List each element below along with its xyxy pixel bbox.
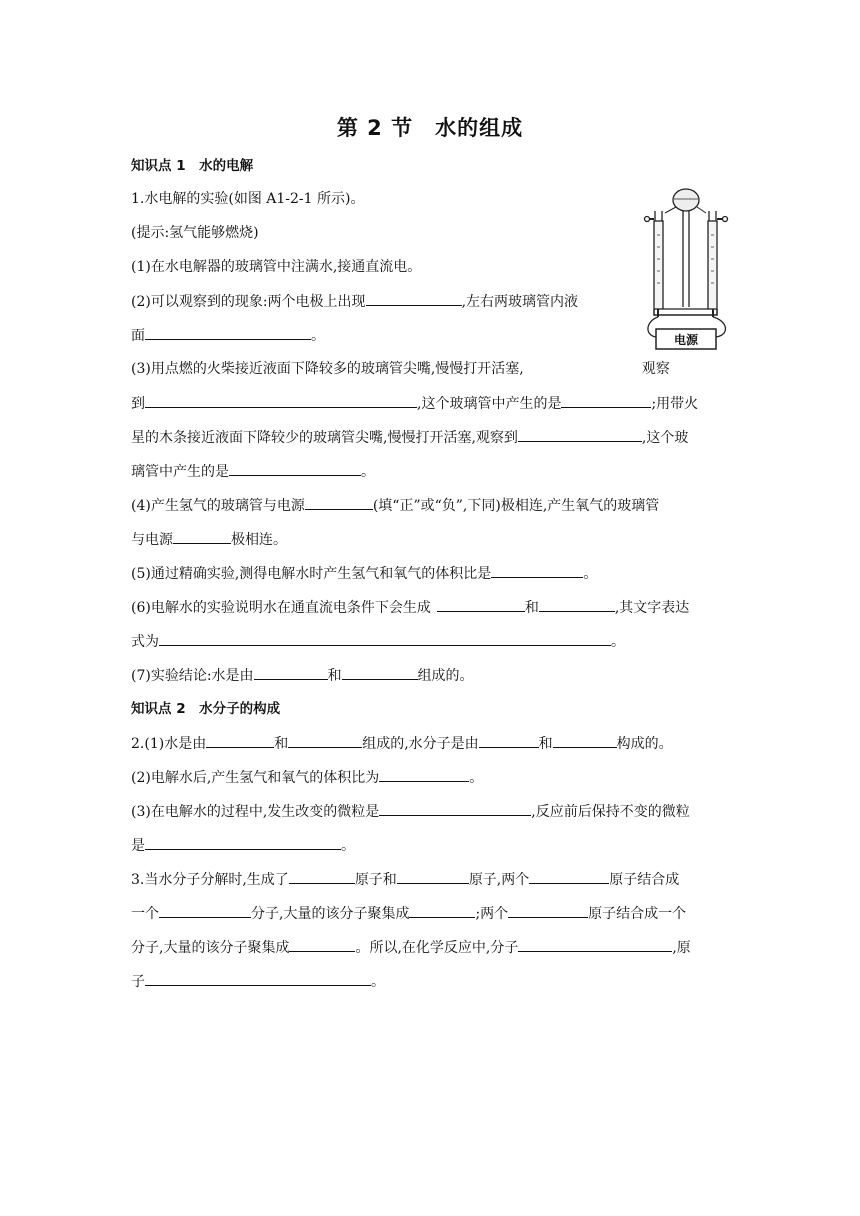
blank-q3-5[interactable] [409, 902, 475, 918]
q1-step2-line1: (2)可以观察到的现象:两个电极上出现 ,左右两玻璃管内液 [131, 290, 578, 313]
blank-q3-1[interactable] [289, 868, 355, 884]
blank-liquid-level[interactable] [145, 324, 311, 340]
section-heading-1: 知识点 1 水的电解 [131, 158, 254, 174]
q1-intro: 1.水电解的实验(如图 A1-2-1 所示)。 [131, 191, 365, 207]
blank-q3-8[interactable] [518, 936, 672, 952]
blank-product-1[interactable] [437, 596, 525, 612]
q2-line1: 2.(1)水是由 和 组成的,水分子是由 和 构成的。 [131, 732, 673, 755]
blank-q2-changed-particle[interactable] [379, 800, 531, 816]
blank-q2-3[interactable] [479, 732, 539, 748]
blank-q3-3[interactable] [529, 868, 609, 884]
blank-q3-7[interactable] [289, 936, 355, 952]
power-source-label: 电源 [673, 333, 699, 347]
q3-line2: 一个 分子,大量的该分子聚集成 ;两个 原子结合成一个 [131, 902, 686, 925]
blank-q2-1[interactable] [206, 732, 274, 748]
blank-q3-9[interactable] [145, 970, 371, 986]
q1-step3-line2: 到 ,这个玻璃管中产生的是 ;用带火 [131, 392, 698, 415]
blank-gas-1[interactable] [561, 392, 651, 408]
blank-observation-2[interactable] [518, 426, 642, 442]
blank-q2-ratio[interactable] [379, 766, 469, 782]
blank-observation-1[interactable] [145, 392, 417, 408]
electrolysis-apparatus-icon [640, 185, 738, 355]
blank-element-1[interactable] [254, 664, 328, 680]
q1-step6-line1: (6)电解水的实验说明水在通直流电条件下会生成 和 ,其文字表达 [131, 596, 689, 619]
blank-volume-ratio[interactable] [491, 562, 583, 578]
page-title: 第 2 节 水的组成 [336, 116, 524, 140]
blank-q3-4[interactable] [159, 902, 251, 918]
blank-word-equation[interactable] [159, 630, 611, 646]
q1-step6-line2: 式为 。 [131, 630, 625, 653]
q1-step4-line2: 与电源 极相连。 [131, 528, 287, 551]
q1-step4-line1: (4)产生氢气的玻璃管与电源 (填“正”或“负”,下同)极相连,产生氧气的玻璃管 [131, 494, 659, 517]
blank-oxygen-electrode[interactable] [173, 528, 231, 544]
blank-electrode-phenomenon[interactable] [366, 290, 462, 306]
q1-step3-line3: 星的木条接近液面下降较少的玻璃管尖嘴,慢慢打开活塞,观察到 ,这个玻 [131, 426, 688, 449]
blank-q3-2[interactable] [397, 868, 469, 884]
hint: (提示:氢气能够燃烧) [131, 225, 259, 241]
q1-step1: (1)在水电解器的玻璃管中注满水,接通直流电。 [131, 259, 422, 275]
q1-step3-line1: (3)用点燃的火柴接近液面下降较多的玻璃管尖嘴,慢慢打开活塞, 观察 [131, 361, 670, 377]
q1-step5: (5)通过精确实验,测得电解水时产生氢气和氧气的体积比是 。 [131, 562, 597, 585]
q2-line4: 是 。 [131, 834, 355, 857]
blank-hydrogen-electrode[interactable] [305, 494, 373, 510]
blank-q2-2[interactable] [288, 732, 362, 748]
q1-step7: (7)实验结论:水是由 和 组成的。 [131, 664, 474, 687]
section-heading-2: 知识点 2 水分子的构成 [131, 701, 281, 717]
blank-product-2[interactable] [539, 596, 615, 612]
blank-q2-unchanged-particle[interactable] [145, 834, 341, 850]
q2-line3: (3)在电解水的过程中,发生改变的微粒是 ,反应前后保持不变的微粒 [131, 800, 690, 823]
blank-element-2[interactable] [342, 664, 418, 680]
q3-line1: 3.当水分子分解时,生成了 原子和 原子,两个 原子结合成 [131, 868, 679, 891]
q1-step3-line4: 璃管中产生的是 。 [131, 460, 375, 483]
blank-q3-6[interactable] [508, 902, 588, 918]
q3-line4: 子 。 [131, 970, 385, 993]
q2-line2: (2)电解水后,产生氢气和氧气的体积比为 。 [131, 766, 483, 789]
blank-gas-2[interactable] [229, 460, 361, 476]
q3-line3: 分子,大量的该分子聚集成 。所以,在化学反应中,分子 ,原 [131, 936, 691, 959]
q1-step2-line2: 面 。 [131, 324, 325, 347]
blank-q2-4[interactable] [553, 732, 617, 748]
electrolysis-apparatus-figure [640, 185, 738, 355]
